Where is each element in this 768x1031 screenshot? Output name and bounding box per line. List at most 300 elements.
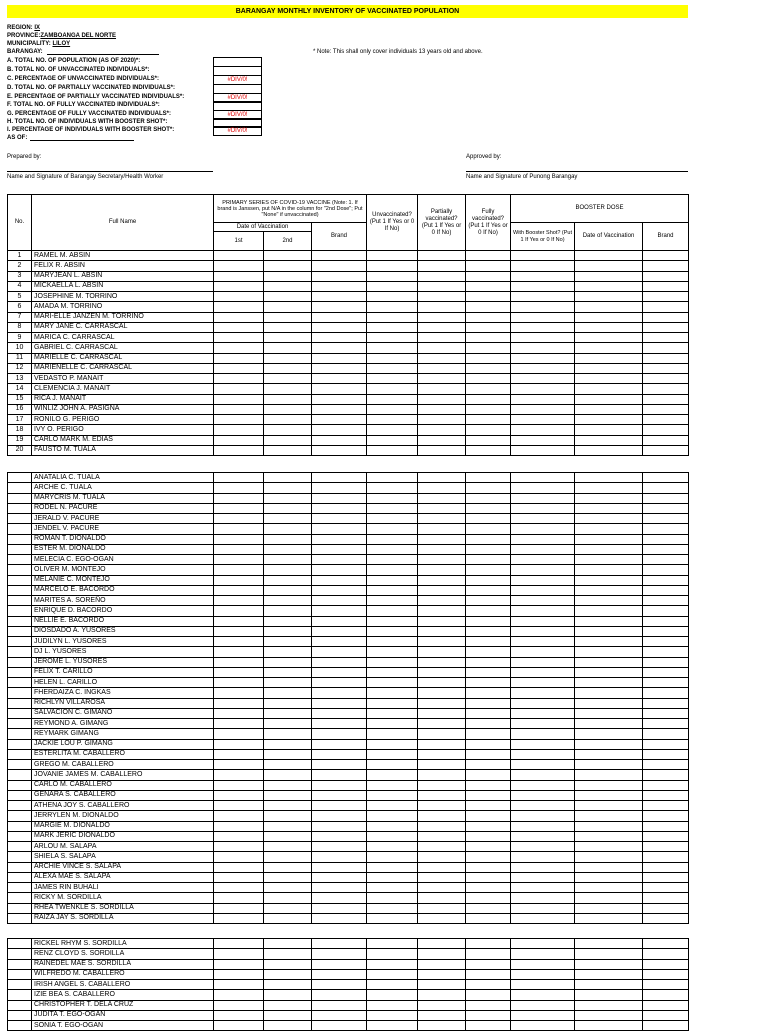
partially-cell[interactable] bbox=[418, 667, 466, 677]
partially-cell[interactable] bbox=[418, 445, 466, 455]
brand-cell[interactable] bbox=[312, 862, 367, 872]
booster-brand-cell[interactable] bbox=[643, 596, 689, 606]
booster-brand-cell[interactable] bbox=[643, 780, 689, 790]
first-dose-cell[interactable] bbox=[214, 555, 264, 565]
unvaccinated-cell[interactable] bbox=[367, 831, 418, 841]
fully-cell[interactable] bbox=[466, 708, 511, 718]
fully-cell[interactable] bbox=[466, 333, 511, 343]
booster-date-cell[interactable] bbox=[575, 969, 643, 979]
stat-g-value[interactable]: #DIV/0! bbox=[213, 110, 262, 120]
second-dose-cell[interactable] bbox=[264, 251, 312, 261]
second-dose-cell[interactable] bbox=[264, 939, 312, 949]
second-dose-cell[interactable] bbox=[264, 749, 312, 759]
booster-brand-cell[interactable] bbox=[643, 883, 689, 893]
second-dose-cell[interactable] bbox=[264, 678, 312, 688]
booster-date-cell[interactable] bbox=[575, 606, 643, 616]
second-dose-cell[interactable] bbox=[264, 729, 312, 739]
partially-cell[interactable] bbox=[418, 565, 466, 575]
first-dose-cell[interactable] bbox=[214, 647, 264, 657]
booster-brand-cell[interactable] bbox=[643, 637, 689, 647]
partially-cell[interactable] bbox=[418, 281, 466, 291]
with-booster-cell[interactable] bbox=[511, 821, 575, 831]
fully-cell[interactable] bbox=[466, 1021, 511, 1031]
with-booster-cell[interactable] bbox=[511, 626, 575, 636]
first-dose-cell[interactable] bbox=[214, 811, 264, 821]
unvaccinated-cell[interactable] bbox=[367, 292, 418, 302]
partially-cell[interactable] bbox=[418, 384, 466, 394]
second-dose-cell[interactable] bbox=[264, 606, 312, 616]
first-dose-cell[interactable] bbox=[214, 842, 264, 852]
partially-cell[interactable] bbox=[418, 394, 466, 404]
partially-cell[interactable] bbox=[418, 483, 466, 493]
fully-cell[interactable] bbox=[466, 425, 511, 435]
second-dose-cell[interactable] bbox=[264, 374, 312, 384]
booster-date-cell[interactable] bbox=[575, 435, 643, 445]
with-booster-cell[interactable] bbox=[511, 990, 575, 1000]
fully-cell[interactable] bbox=[466, 534, 511, 544]
partially-cell[interactable] bbox=[418, 678, 466, 688]
second-dose-cell[interactable] bbox=[264, 1021, 312, 1031]
brand-cell[interactable] bbox=[312, 333, 367, 343]
unvaccinated-cell[interactable] bbox=[367, 969, 418, 979]
fully-cell[interactable] bbox=[466, 872, 511, 882]
partially-cell[interactable] bbox=[418, 780, 466, 790]
brand-cell[interactable] bbox=[312, 749, 367, 759]
brand-cell[interactable] bbox=[312, 445, 367, 455]
first-dose-cell[interactable] bbox=[214, 831, 264, 841]
brand-cell[interactable] bbox=[312, 821, 367, 831]
with-booster-cell[interactable] bbox=[511, 425, 575, 435]
booster-brand-cell[interactable] bbox=[643, 404, 689, 414]
brand-cell[interactable] bbox=[312, 302, 367, 312]
booster-date-cell[interactable] bbox=[575, 903, 643, 913]
booster-brand-cell[interactable] bbox=[643, 555, 689, 565]
unvaccinated-cell[interactable] bbox=[367, 514, 418, 524]
partially-cell[interactable] bbox=[418, 698, 466, 708]
booster-brand-cell[interactable] bbox=[643, 281, 689, 291]
second-dose-cell[interactable] bbox=[264, 821, 312, 831]
with-booster-cell[interactable] bbox=[511, 1000, 575, 1010]
partially-cell[interactable] bbox=[418, 333, 466, 343]
fully-cell[interactable] bbox=[466, 790, 511, 800]
with-booster-cell[interactable] bbox=[511, 251, 575, 261]
first-dose-cell[interactable] bbox=[214, 719, 264, 729]
fully-cell[interactable] bbox=[466, 514, 511, 524]
brand-cell[interactable] bbox=[312, 281, 367, 291]
booster-brand-cell[interactable] bbox=[643, 698, 689, 708]
partially-cell[interactable] bbox=[418, 343, 466, 353]
first-dose-cell[interactable] bbox=[214, 852, 264, 862]
with-booster-cell[interactable] bbox=[511, 770, 575, 780]
brand-cell[interactable] bbox=[312, 322, 367, 332]
fully-cell[interactable] bbox=[466, 903, 511, 913]
unvaccinated-cell[interactable] bbox=[367, 913, 418, 923]
partially-cell[interactable] bbox=[418, 939, 466, 949]
brand-cell[interactable] bbox=[312, 555, 367, 565]
first-dose-cell[interactable] bbox=[214, 596, 264, 606]
with-booster-cell[interactable] bbox=[511, 575, 575, 585]
brand-cell[interactable] bbox=[312, 831, 367, 841]
unvaccinated-cell[interactable] bbox=[367, 606, 418, 616]
second-dose-cell[interactable] bbox=[264, 261, 312, 271]
with-booster-cell[interactable] bbox=[511, 281, 575, 291]
second-dose-cell[interactable] bbox=[264, 760, 312, 770]
first-dose-cell[interactable] bbox=[214, 626, 264, 636]
booster-date-cell[interactable] bbox=[575, 374, 643, 384]
fully-cell[interactable] bbox=[466, 616, 511, 626]
second-dose-cell[interactable] bbox=[264, 544, 312, 554]
with-booster-cell[interactable] bbox=[511, 616, 575, 626]
booster-date-cell[interactable] bbox=[575, 872, 643, 882]
second-dose-cell[interactable] bbox=[264, 698, 312, 708]
with-booster-cell[interactable] bbox=[511, 790, 575, 800]
partially-cell[interactable] bbox=[418, 969, 466, 979]
unvaccinated-cell[interactable] bbox=[367, 1010, 418, 1020]
first-dose-cell[interactable] bbox=[214, 616, 264, 626]
with-booster-cell[interactable] bbox=[511, 353, 575, 363]
booster-brand-cell[interactable] bbox=[643, 384, 689, 394]
with-booster-cell[interactable] bbox=[511, 698, 575, 708]
with-booster-cell[interactable] bbox=[511, 969, 575, 979]
second-dose-cell[interactable] bbox=[264, 343, 312, 353]
first-dose-cell[interactable] bbox=[214, 688, 264, 698]
partially-cell[interactable] bbox=[418, 524, 466, 534]
first-dose-cell[interactable] bbox=[214, 780, 264, 790]
partially-cell[interactable] bbox=[418, 790, 466, 800]
approved-signature-line[interactable] bbox=[466, 165, 688, 172]
booster-date-cell[interactable] bbox=[575, 575, 643, 585]
partially-cell[interactable] bbox=[418, 637, 466, 647]
with-booster-cell[interactable] bbox=[511, 842, 575, 852]
booster-brand-cell[interactable] bbox=[643, 425, 689, 435]
unvaccinated-cell[interactable] bbox=[367, 363, 418, 373]
unvaccinated-cell[interactable] bbox=[367, 939, 418, 949]
first-dose-cell[interactable] bbox=[214, 353, 264, 363]
booster-brand-cell[interactable] bbox=[643, 821, 689, 831]
unvaccinated-cell[interactable] bbox=[367, 333, 418, 343]
fully-cell[interactable] bbox=[466, 667, 511, 677]
stat-i-value[interactable]: #DIV/0! bbox=[213, 126, 262, 136]
with-booster-cell[interactable] bbox=[511, 302, 575, 312]
second-dose-cell[interactable] bbox=[264, 445, 312, 455]
booster-date-cell[interactable] bbox=[575, 678, 643, 688]
with-booster-cell[interactable] bbox=[511, 729, 575, 739]
second-dose-cell[interactable] bbox=[264, 435, 312, 445]
partially-cell[interactable] bbox=[418, 626, 466, 636]
partially-cell[interactable] bbox=[418, 770, 466, 780]
partially-cell[interactable] bbox=[418, 585, 466, 595]
second-dose-cell[interactable] bbox=[264, 1000, 312, 1010]
second-dose-cell[interactable] bbox=[264, 271, 312, 281]
with-booster-cell[interactable] bbox=[511, 271, 575, 281]
booster-date-cell[interactable] bbox=[575, 585, 643, 595]
brand-cell[interactable] bbox=[312, 939, 367, 949]
booster-brand-cell[interactable] bbox=[643, 415, 689, 425]
brand-cell[interactable] bbox=[312, 903, 367, 913]
second-dose-cell[interactable] bbox=[264, 312, 312, 322]
booster-brand-cell[interactable] bbox=[643, 292, 689, 302]
fully-cell[interactable] bbox=[466, 939, 511, 949]
unvaccinated-cell[interactable] bbox=[367, 322, 418, 332]
first-dose-cell[interactable] bbox=[214, 524, 264, 534]
booster-brand-cell[interactable] bbox=[643, 903, 689, 913]
booster-date-cell[interactable] bbox=[575, 415, 643, 425]
unvaccinated-cell[interactable] bbox=[367, 959, 418, 969]
booster-brand-cell[interactable] bbox=[643, 872, 689, 882]
second-dose-cell[interactable] bbox=[264, 596, 312, 606]
brand-cell[interactable] bbox=[312, 780, 367, 790]
with-booster-cell[interactable] bbox=[511, 939, 575, 949]
booster-brand-cell[interactable] bbox=[643, 251, 689, 261]
unvaccinated-cell[interactable] bbox=[367, 678, 418, 688]
booster-date-cell[interactable] bbox=[575, 637, 643, 647]
second-dose-cell[interactable] bbox=[264, 872, 312, 882]
brand-cell[interactable] bbox=[312, 739, 367, 749]
brand-cell[interactable] bbox=[312, 575, 367, 585]
booster-brand-cell[interactable] bbox=[643, 585, 689, 595]
booster-date-cell[interactable] bbox=[575, 555, 643, 565]
partially-cell[interactable] bbox=[418, 425, 466, 435]
fully-cell[interactable] bbox=[466, 544, 511, 554]
fully-cell[interactable] bbox=[466, 678, 511, 688]
booster-brand-cell[interactable] bbox=[643, 959, 689, 969]
second-dose-cell[interactable] bbox=[264, 575, 312, 585]
booster-brand-cell[interactable] bbox=[643, 729, 689, 739]
second-dose-cell[interactable] bbox=[264, 514, 312, 524]
second-dose-cell[interactable] bbox=[264, 667, 312, 677]
second-dose-cell[interactable] bbox=[264, 862, 312, 872]
booster-brand-cell[interactable] bbox=[643, 271, 689, 281]
first-dose-cell[interactable] bbox=[214, 394, 264, 404]
first-dose-cell[interactable] bbox=[214, 271, 264, 281]
brand-cell[interactable] bbox=[312, 596, 367, 606]
second-dose-cell[interactable] bbox=[264, 555, 312, 565]
partially-cell[interactable] bbox=[418, 801, 466, 811]
second-dose-cell[interactable] bbox=[264, 708, 312, 718]
second-dose-cell[interactable] bbox=[264, 811, 312, 821]
partially-cell[interactable] bbox=[418, 760, 466, 770]
fully-cell[interactable] bbox=[466, 831, 511, 841]
with-booster-cell[interactable] bbox=[511, 565, 575, 575]
brand-cell[interactable] bbox=[312, 698, 367, 708]
with-booster-cell[interactable] bbox=[511, 959, 575, 969]
fully-cell[interactable] bbox=[466, 261, 511, 271]
unvaccinated-cell[interactable] bbox=[367, 261, 418, 271]
with-booster-cell[interactable] bbox=[511, 343, 575, 353]
partially-cell[interactable] bbox=[418, 749, 466, 759]
fully-cell[interactable] bbox=[466, 760, 511, 770]
booster-date-cell[interactable] bbox=[575, 626, 643, 636]
fully-cell[interactable] bbox=[466, 483, 511, 493]
first-dose-cell[interactable] bbox=[214, 678, 264, 688]
unvaccinated-cell[interactable] bbox=[367, 780, 418, 790]
brand-cell[interactable] bbox=[312, 678, 367, 688]
fully-cell[interactable] bbox=[466, 990, 511, 1000]
unvaccinated-cell[interactable] bbox=[367, 343, 418, 353]
second-dose-cell[interactable] bbox=[264, 903, 312, 913]
second-dose-cell[interactable] bbox=[264, 483, 312, 493]
with-booster-cell[interactable] bbox=[511, 688, 575, 698]
second-dose-cell[interactable] bbox=[264, 790, 312, 800]
booster-brand-cell[interactable] bbox=[643, 524, 689, 534]
second-dose-cell[interactable] bbox=[264, 770, 312, 780]
unvaccinated-cell[interactable] bbox=[367, 903, 418, 913]
fully-cell[interactable] bbox=[466, 585, 511, 595]
unvaccinated-cell[interactable] bbox=[367, 271, 418, 281]
booster-brand-cell[interactable] bbox=[643, 969, 689, 979]
partially-cell[interactable] bbox=[418, 302, 466, 312]
unvaccinated-cell[interactable] bbox=[367, 1021, 418, 1031]
second-dose-cell[interactable] bbox=[264, 913, 312, 923]
fully-cell[interactable] bbox=[466, 606, 511, 616]
first-dose-cell[interactable] bbox=[214, 425, 264, 435]
booster-date-cell[interactable] bbox=[575, 503, 643, 513]
with-booster-cell[interactable] bbox=[511, 555, 575, 565]
partially-cell[interactable] bbox=[418, 292, 466, 302]
partially-cell[interactable] bbox=[418, 842, 466, 852]
second-dose-cell[interactable] bbox=[264, 524, 312, 534]
unvaccinated-cell[interactable] bbox=[367, 949, 418, 959]
fully-cell[interactable] bbox=[466, 842, 511, 852]
with-booster-cell[interactable] bbox=[511, 893, 575, 903]
brand-cell[interactable] bbox=[312, 384, 367, 394]
unvaccinated-cell[interactable] bbox=[367, 555, 418, 565]
booster-date-cell[interactable] bbox=[575, 302, 643, 312]
fully-cell[interactable] bbox=[466, 893, 511, 903]
unvaccinated-cell[interactable] bbox=[367, 872, 418, 882]
booster-date-cell[interactable] bbox=[575, 394, 643, 404]
second-dose-cell[interactable] bbox=[264, 322, 312, 332]
fully-cell[interactable] bbox=[466, 353, 511, 363]
partially-cell[interactable] bbox=[418, 404, 466, 414]
second-dose-cell[interactable] bbox=[264, 949, 312, 959]
with-booster-cell[interactable] bbox=[511, 883, 575, 893]
with-booster-cell[interactable] bbox=[511, 493, 575, 503]
booster-date-cell[interactable] bbox=[575, 657, 643, 667]
first-dose-cell[interactable] bbox=[214, 565, 264, 575]
partially-cell[interactable] bbox=[418, 363, 466, 373]
second-dose-cell[interactable] bbox=[264, 969, 312, 979]
brand-cell[interactable] bbox=[312, 292, 367, 302]
fully-cell[interactable] bbox=[466, 394, 511, 404]
booster-date-cell[interactable] bbox=[575, 251, 643, 261]
booster-date-cell[interactable] bbox=[575, 261, 643, 271]
with-booster-cell[interactable] bbox=[511, 404, 575, 414]
fully-cell[interactable] bbox=[466, 698, 511, 708]
second-dose-cell[interactable] bbox=[264, 980, 312, 990]
brand-cell[interactable] bbox=[312, 637, 367, 647]
first-dose-cell[interactable] bbox=[214, 657, 264, 667]
booster-brand-cell[interactable] bbox=[643, 312, 689, 322]
booster-brand-cell[interactable] bbox=[643, 719, 689, 729]
fully-cell[interactable] bbox=[466, 565, 511, 575]
first-dose-cell[interactable] bbox=[214, 883, 264, 893]
second-dose-cell[interactable] bbox=[264, 657, 312, 667]
with-booster-cell[interactable] bbox=[511, 980, 575, 990]
brand-cell[interactable] bbox=[312, 616, 367, 626]
partially-cell[interactable] bbox=[418, 831, 466, 841]
brand-cell[interactable] bbox=[312, 261, 367, 271]
unvaccinated-cell[interactable] bbox=[367, 811, 418, 821]
booster-date-cell[interactable] bbox=[575, 801, 643, 811]
first-dose-cell[interactable] bbox=[214, 534, 264, 544]
first-dose-cell[interactable] bbox=[214, 503, 264, 513]
brand-cell[interactable] bbox=[312, 949, 367, 959]
with-booster-cell[interactable] bbox=[511, 852, 575, 862]
fully-cell[interactable] bbox=[466, 801, 511, 811]
booster-date-cell[interactable] bbox=[575, 821, 643, 831]
first-dose-cell[interactable] bbox=[214, 729, 264, 739]
second-dose-cell[interactable] bbox=[264, 842, 312, 852]
brand-cell[interactable] bbox=[312, 667, 367, 677]
fully-cell[interactable] bbox=[466, 780, 511, 790]
first-dose-cell[interactable] bbox=[214, 749, 264, 759]
fully-cell[interactable] bbox=[466, 555, 511, 565]
brand-cell[interactable] bbox=[312, 990, 367, 1000]
brand-cell[interactable] bbox=[312, 404, 367, 414]
partially-cell[interactable] bbox=[418, 616, 466, 626]
booster-brand-cell[interactable] bbox=[643, 678, 689, 688]
booster-brand-cell[interactable] bbox=[643, 688, 689, 698]
booster-date-cell[interactable] bbox=[575, 698, 643, 708]
with-booster-cell[interactable] bbox=[511, 363, 575, 373]
partially-cell[interactable] bbox=[418, 596, 466, 606]
fully-cell[interactable] bbox=[466, 949, 511, 959]
unvaccinated-cell[interactable] bbox=[367, 415, 418, 425]
with-booster-cell[interactable] bbox=[511, 801, 575, 811]
booster-date-cell[interactable] bbox=[575, 883, 643, 893]
with-booster-cell[interactable] bbox=[511, 445, 575, 455]
unvaccinated-cell[interactable] bbox=[367, 404, 418, 414]
booster-date-cell[interactable] bbox=[575, 913, 643, 923]
first-dose-cell[interactable] bbox=[214, 739, 264, 749]
unvaccinated-cell[interactable] bbox=[367, 616, 418, 626]
first-dose-cell[interactable] bbox=[214, 363, 264, 373]
first-dose-cell[interactable] bbox=[214, 415, 264, 425]
unvaccinated-cell[interactable] bbox=[367, 544, 418, 554]
partially-cell[interactable] bbox=[418, 719, 466, 729]
partially-cell[interactable] bbox=[418, 708, 466, 718]
booster-brand-cell[interactable] bbox=[643, 493, 689, 503]
first-dose-cell[interactable] bbox=[214, 473, 264, 483]
booster-date-cell[interactable] bbox=[575, 729, 643, 739]
booster-brand-cell[interactable] bbox=[643, 302, 689, 312]
unvaccinated-cell[interactable] bbox=[367, 384, 418, 394]
first-dose-cell[interactable] bbox=[214, 872, 264, 882]
first-dose-cell[interactable] bbox=[214, 1000, 264, 1010]
first-dose-cell[interactable] bbox=[214, 990, 264, 1000]
second-dose-cell[interactable] bbox=[264, 688, 312, 698]
brand-cell[interactable] bbox=[312, 729, 367, 739]
booster-brand-cell[interactable] bbox=[643, 333, 689, 343]
booster-brand-cell[interactable] bbox=[643, 565, 689, 575]
fully-cell[interactable] bbox=[466, 312, 511, 322]
fully-cell[interactable] bbox=[466, 770, 511, 780]
brand-cell[interactable] bbox=[312, 363, 367, 373]
booster-date-cell[interactable] bbox=[575, 565, 643, 575]
brand-cell[interactable] bbox=[312, 565, 367, 575]
booster-date-cell[interactable] bbox=[575, 404, 643, 414]
fully-cell[interactable] bbox=[466, 322, 511, 332]
booster-brand-cell[interactable] bbox=[643, 616, 689, 626]
brand-cell[interactable] bbox=[312, 493, 367, 503]
with-booster-cell[interactable] bbox=[511, 585, 575, 595]
booster-brand-cell[interactable] bbox=[643, 503, 689, 513]
unvaccinated-cell[interactable] bbox=[367, 739, 418, 749]
partially-cell[interactable] bbox=[418, 913, 466, 923]
second-dose-cell[interactable] bbox=[264, 292, 312, 302]
first-dose-cell[interactable] bbox=[214, 261, 264, 271]
